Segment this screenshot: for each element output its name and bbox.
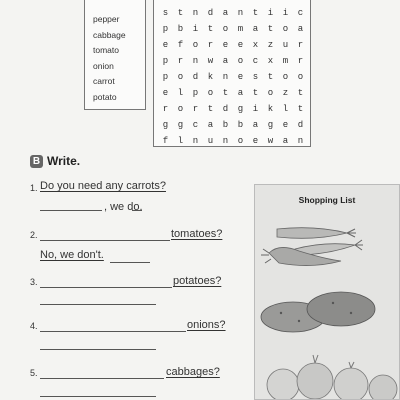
grid-letter: n [222, 136, 229, 146]
answer-blank[interactable] [40, 228, 170, 241]
grid-letter: m [237, 24, 244, 34]
grid-letter: g [237, 104, 244, 114]
grid-letter: z [267, 40, 274, 50]
grid-letter: z [282, 88, 289, 98]
exercise-number: 3. [30, 277, 38, 287]
grid-letter: r [162, 104, 169, 114]
grid-letter: p [162, 72, 169, 82]
grid-letter: e [282, 120, 289, 130]
grid-letter: d [222, 104, 229, 114]
grid-letter: p [162, 24, 169, 34]
grid-letter: t [267, 24, 274, 34]
grid-letter: n [192, 56, 199, 66]
grid-row [158, 82, 308, 98]
grid-letter: o [192, 40, 199, 50]
grid-letter: a [297, 24, 304, 34]
grid-letter: c [297, 8, 304, 18]
grid-letter: a [207, 120, 214, 130]
grid-letter: o [267, 88, 274, 98]
grid-letter: f [177, 40, 184, 50]
grid-letter: r [207, 40, 214, 50]
grid-row [158, 130, 308, 146]
grid-row [158, 34, 308, 50]
grid-letter: o [282, 24, 289, 34]
grid-letter: x [252, 40, 259, 50]
onion-icon [267, 355, 397, 400]
exercise-answer: No, we don't. [40, 249, 104, 261]
grid-letter: o [237, 56, 244, 66]
grid-letter: e [237, 40, 244, 50]
grid-letter: e [162, 88, 169, 98]
grid-letter: k [267, 104, 274, 114]
word-list-item: cabbage [93, 29, 126, 40]
grid-letter: a [252, 120, 259, 130]
exercise-number: 1. [30, 183, 38, 193]
grid-letter: l [282, 104, 289, 114]
grid-letter: l [177, 136, 184, 146]
grid-letter: t [252, 88, 259, 98]
grid-row [158, 2, 308, 18]
grid-letter: r [297, 40, 304, 50]
answer-blank[interactable] [40, 292, 156, 305]
answer-blank[interactable] [110, 250, 150, 263]
grid-row [158, 114, 308, 130]
word-list-item: carrot [93, 76, 115, 86]
carrot-icon [261, 228, 363, 266]
grid-letter: o [282, 72, 289, 82]
word-list-item: onion [93, 60, 114, 71]
answer-blank[interactable] [132, 198, 142, 211]
word-list-item: potato [93, 91, 117, 102]
answer-blank[interactable] [40, 366, 164, 379]
exercise-question: Do you need any carrots? [40, 180, 166, 192]
answer-blank[interactable] [40, 319, 186, 332]
grid-letter: x [267, 56, 274, 66]
grid-letter: n [192, 8, 199, 18]
grid-letter: o [237, 136, 244, 146]
grid-letter: a [252, 24, 259, 34]
answer-blank[interactable] [40, 275, 172, 288]
grid-letter: n [297, 136, 304, 146]
shopping-list-title: Shopping List [298, 195, 356, 205]
grid-letter: s [162, 8, 169, 18]
grid-letter: f [162, 136, 169, 146]
grid-letter: t [177, 8, 184, 18]
grid-letter: e [162, 40, 169, 50]
grid-letter: i [282, 8, 289, 18]
grid-letter: b [177, 24, 184, 34]
exercise-number: 4. [30, 321, 38, 331]
grid-letter: i [267, 8, 274, 18]
grid-letter: t [252, 8, 259, 18]
exercise-suffix: potatoes? [173, 275, 222, 287]
grid-letter: a [222, 8, 229, 18]
word-list-box [84, 0, 146, 110]
grid-letter: o [177, 72, 184, 82]
grid-letter: t [222, 88, 229, 98]
grid-letter: i [252, 104, 259, 114]
shopping-list-illustrations [255, 185, 400, 400]
grid-letter: p [192, 88, 199, 98]
grid-letter: t [297, 104, 304, 114]
exercise-suffix: tomatoes? [171, 228, 223, 240]
shopping-list-panel [254, 184, 400, 400]
grid-letter: u [207, 136, 214, 146]
potato-icon [261, 292, 375, 332]
section-b-badge: B [30, 155, 43, 168]
grid-letter: d [192, 72, 199, 82]
grid-letter: a [237, 88, 244, 98]
grid-letter: l [177, 88, 184, 98]
grid-letter: g [267, 120, 274, 130]
exercise-suffix: onions? [187, 319, 226, 331]
grid-letter: p [162, 56, 169, 66]
grid-letter: u [282, 40, 289, 50]
grid-letter: g [177, 120, 184, 130]
word-list-item: pepper [93, 14, 120, 24]
grid-letter: n [222, 72, 229, 82]
grid-letter: t [207, 104, 214, 114]
grid-letter: o [297, 72, 304, 82]
grid-letter: r [297, 56, 304, 66]
word-search-grid [153, 0, 311, 147]
grid-letter: t [207, 24, 214, 34]
grid-letter: o [222, 24, 229, 34]
grid-letter: w [207, 56, 214, 66]
exercise-number: 5. [30, 368, 38, 378]
grid-letter: e [222, 40, 229, 50]
grid-letter: e [252, 136, 259, 146]
exercise-number: 2. [30, 230, 38, 240]
grid-letter: b [222, 120, 229, 130]
grid-letter: r [177, 56, 184, 66]
exercise-suffix: cabbages? [166, 366, 220, 378]
grid-letter: a [222, 56, 229, 66]
grid-letter: a [282, 136, 289, 146]
grid-letter: s [252, 72, 259, 82]
grid-letter: d [297, 120, 304, 130]
grid-letter: m [282, 56, 289, 66]
exercise-answer: , we do. [104, 201, 143, 213]
grid-letter: e [237, 72, 244, 82]
word-list-item: tomato [93, 45, 119, 55]
grid-letter: n [237, 8, 244, 18]
grid-letter: k [207, 72, 214, 82]
grid-letter: o [177, 104, 184, 114]
grid-letter: n [192, 136, 199, 146]
grid-row [158, 18, 308, 34]
grid-letter: b [237, 120, 244, 130]
grid-row [158, 66, 308, 82]
answer-blank[interactable] [40, 337, 156, 350]
grid-letter: g [162, 120, 169, 130]
grid-row [158, 98, 308, 114]
grid-letter: d [207, 8, 214, 18]
grid-letter: c [252, 56, 259, 66]
grid-row [158, 50, 308, 66]
answer-blank[interactable] [40, 384, 156, 397]
grid-letter: i [192, 24, 199, 34]
grid-letter: w [267, 136, 274, 146]
answer-blank[interactable] [40, 198, 102, 211]
grid-letter: t [267, 72, 274, 82]
section-title: Write. [47, 154, 81, 168]
grid-letter: c [192, 120, 199, 130]
grid-letter: r [192, 104, 199, 114]
grid-letter: o [207, 88, 214, 98]
grid-letter: t [297, 88, 304, 98]
